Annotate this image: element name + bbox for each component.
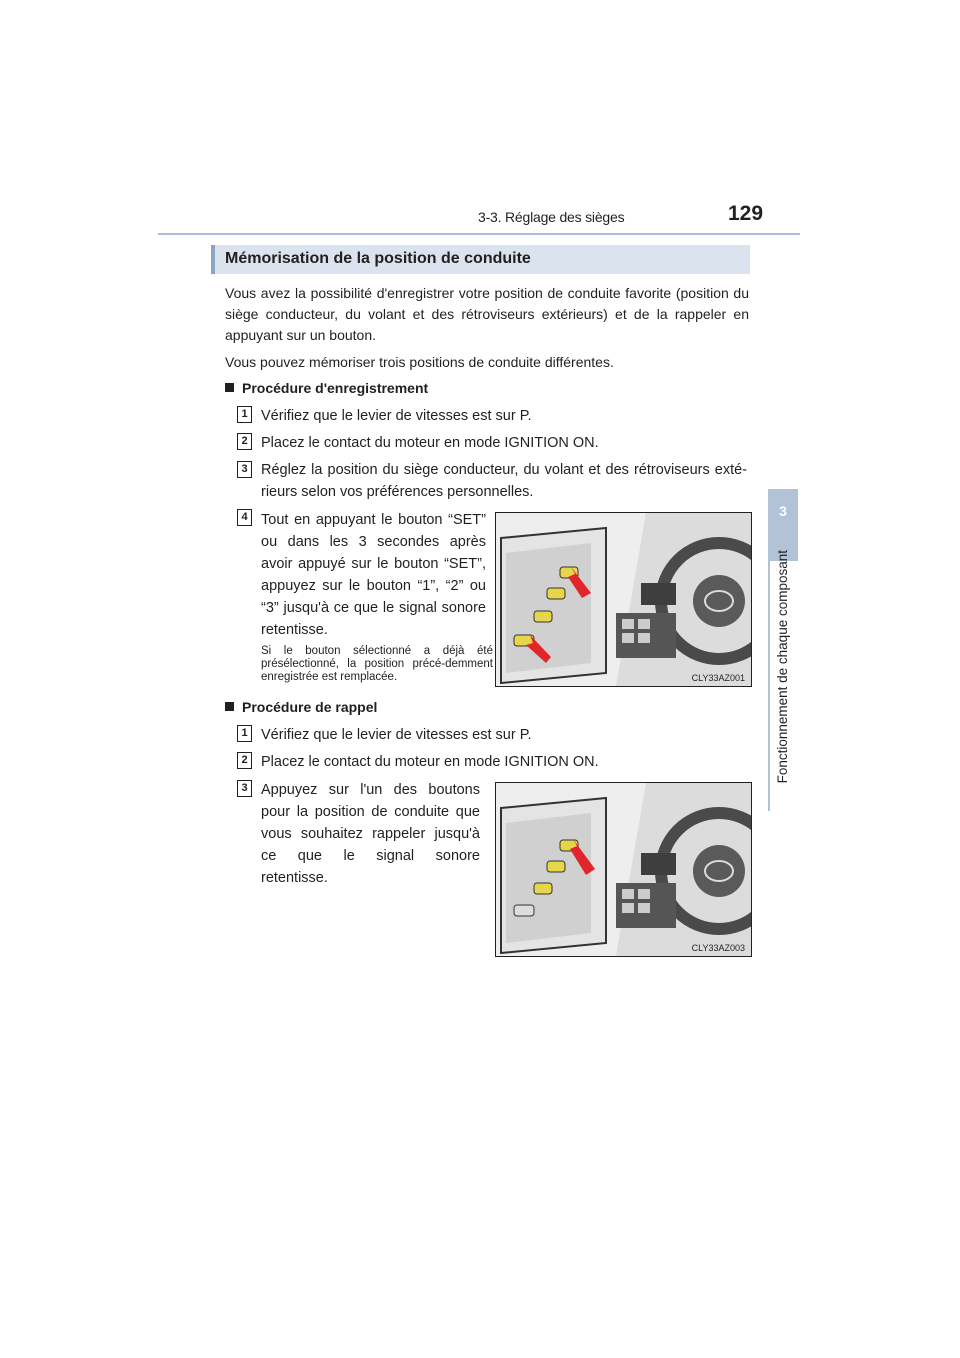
recording-heading [225, 380, 428, 396]
header-rule [158, 233, 800, 235]
step-number-badge: 3 [237, 780, 252, 797]
recording-step-4: Tout en appuyant le bouton “SET” ou dans les 3 secondes après avoir appuyé sur le bouton “SET”, appuyez sur le bouton “1”, “2” ou “3” jusqu'à ce que le signal sonore retentisse. [261, 512, 486, 638]
recall-step-3: Appuyez sur l'un des boutons pour la position de conduite que vous souhaitez rappeler jusqu'à ce que le signal sonore retentisse. [261, 782, 480, 886]
recording-step-3: Réglez la position du siège conducteur, du volant et des rétroviseurs exté-rieurs selon vos préférences personnelles. [261, 462, 747, 500]
recording-note: Si le bouton sélectionné a déjà été présélectionné, la position précé-demment enregistrée est remplacée. [261, 645, 493, 683]
step-number-badge: 3 [237, 461, 252, 478]
intro-paragraph-2: Vous pouvez mémoriser trois positions de conduite différentes. [225, 354, 614, 370]
step-number-badge: 1 [237, 406, 252, 423]
recall-step-2: Placez le contact du moteur en mode IGNITION ON. [261, 754, 599, 770]
chapter-number: 3 [779, 503, 787, 519]
square-bullet-icon [225, 383, 234, 392]
recall-step-1: Vérifiez que le levier de vitesses est sur P. [261, 727, 532, 743]
recording-title: Procédure d'enregistrement [242, 380, 429, 396]
recall-figure [495, 782, 752, 957]
intro-paragraph: Vous avez la possibilité d'enregistrer votre position de conduite favorite (position du siège conducteur, du volant et des rétroviseurs extérieurs) et de la rappeler en appuyant sur un bouton. [225, 285, 749, 343]
step-number-badge: 1 [237, 725, 252, 742]
page-number: 129 [728, 202, 764, 225]
recording-figure [495, 512, 752, 687]
recording-step-2: Placez le contact du moteur en mode IGNITION ON. [261, 435, 599, 451]
figure-code: CLY33AZ001 [691, 673, 745, 683]
figure-code: CLY33AZ003 [691, 943, 745, 953]
section-title-accent [211, 245, 215, 274]
recording-step-1: Vérifiez que le levier de vitesses est sur P. [261, 408, 532, 424]
door-memory-buttons-illustration [496, 513, 751, 686]
chapter-label: Fonctionnement de chaque composant [775, 550, 790, 784]
chapter-rule [768, 561, 770, 811]
step-number-badge: 4 [237, 509, 252, 526]
recall-title: Procédure de rappel [242, 699, 378, 715]
section-title: Mémorisation de la position de conduite [225, 250, 531, 267]
step-number-badge: 2 [237, 752, 252, 769]
section-heading: 3-3. Réglage des sièges [478, 209, 625, 225]
square-bullet-icon [225, 702, 234, 711]
step-number-badge: 2 [237, 433, 252, 450]
recall-heading [225, 699, 377, 715]
door-memory-buttons-illustration [496, 783, 751, 956]
